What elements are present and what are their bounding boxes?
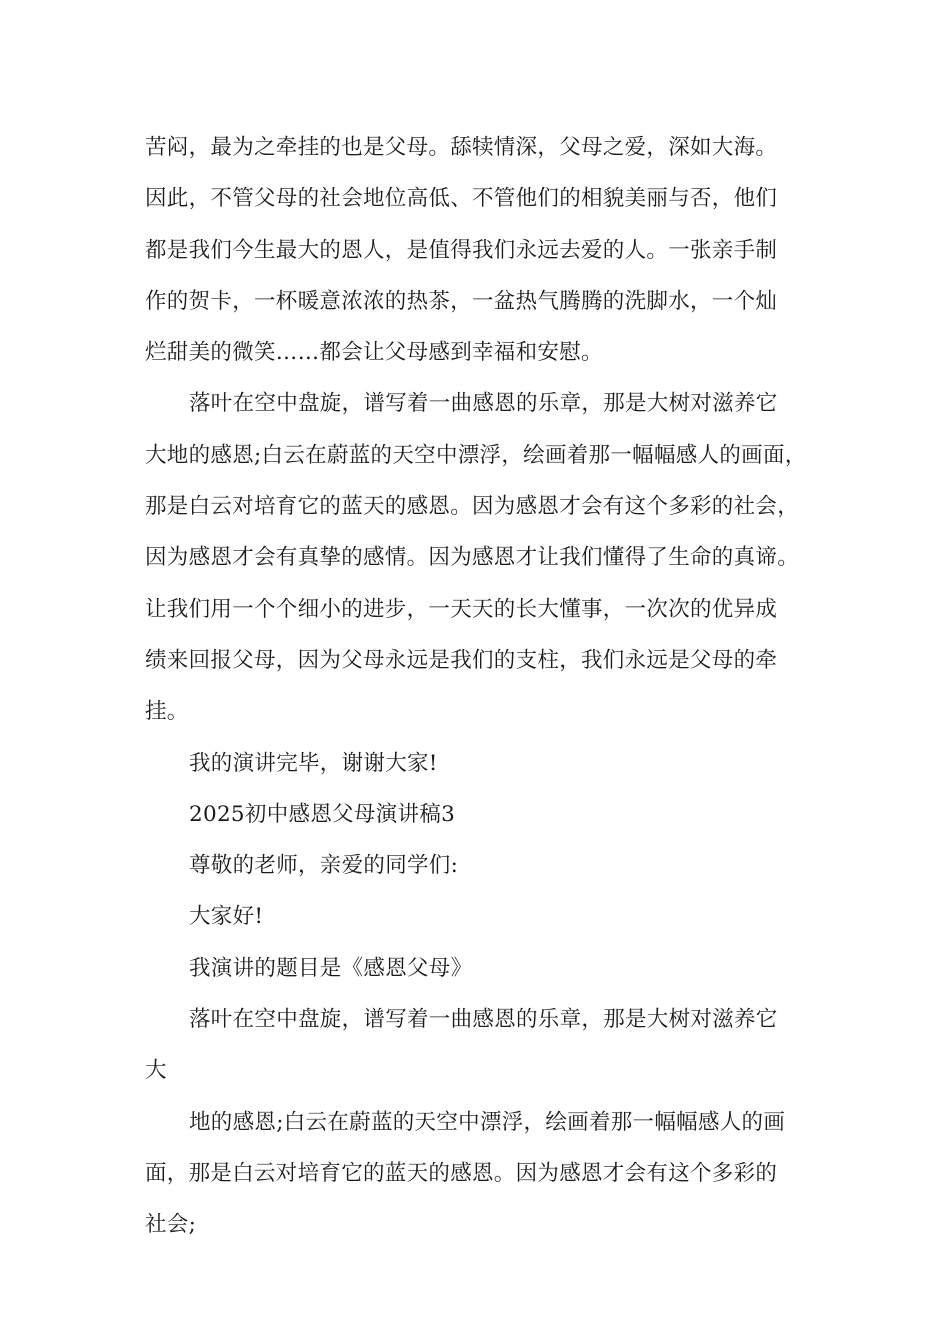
text-line: 我演讲的题目是《感恩父母》 (189, 955, 473, 981)
text-line: 挂。 (145, 699, 189, 725)
text-line: 那是白云对培育它的蓝天的感恩。因为感恩才会有这个多彩的社会， (145, 494, 800, 520)
text-line: 尊敬的老师，亲爱的同学们: (189, 853, 459, 879)
text-line: 我的演讲完毕，谢谢大家! (189, 750, 438, 776)
text-line: 因为感恩才会有真挚的感情。因为感恩才让我们懂得了生命的真谛。 (145, 545, 800, 571)
text-line: 面，那是白云对培育它的蓝天的感恩。因为感恩才会有这个多彩的 (145, 1160, 778, 1186)
text-line: 都是我们今生最大的恩人，是值得我们永远去爱的人。一张亲手制 (145, 237, 778, 263)
text-line: 地的感恩;白云在蔚蓝的天空中漂浮，绘画着那一幅幅感人的画 (189, 1109, 786, 1135)
text-line: 作的贺卡，一杯暖意浓浓的热茶，一盆热气腾腾的洗脚水，一个灿 (145, 288, 778, 314)
text-line: 因此，不管父母的社会地位高低、不管他们的相貌美丽与否，他们 (145, 186, 778, 212)
document-body (145, 122, 825, 1251)
text-line: 苦闷，最为之牵挂的也是父母。舔犊情深，父母之爱，深如大海。 (145, 135, 778, 160)
text-line: 社会; (145, 1212, 197, 1238)
text-line: 大家好! (189, 904, 264, 930)
section-heading: 2025初中感恩父母演讲稿3 (189, 801, 456, 827)
text-line: 大 (145, 1058, 167, 1084)
text-line: 落叶在空中盘旋，谱写着一曲感恩的乐章，那是大树对滋养它 (189, 1007, 778, 1033)
text-line: 落叶在空中盘旋，谱写着一曲感恩的乐章，那是大树对滋养它 (189, 391, 778, 417)
text-line: 大地的感恩;白云在蔚蓝的天空中漂浮，绘画着那一幅幅感人的画面， (145, 442, 807, 468)
text-line: 让我们用一个个细小的进步，一天天的长大懂事，一次次的优异成 (145, 596, 778, 622)
text-line: 烂甜美的微笑……都会让父母感到幸福和安慰。 (145, 340, 603, 366)
text-line: 绩来回报父母，因为父母永远是我们的支柱，我们永远是父母的牵 (145, 647, 778, 673)
